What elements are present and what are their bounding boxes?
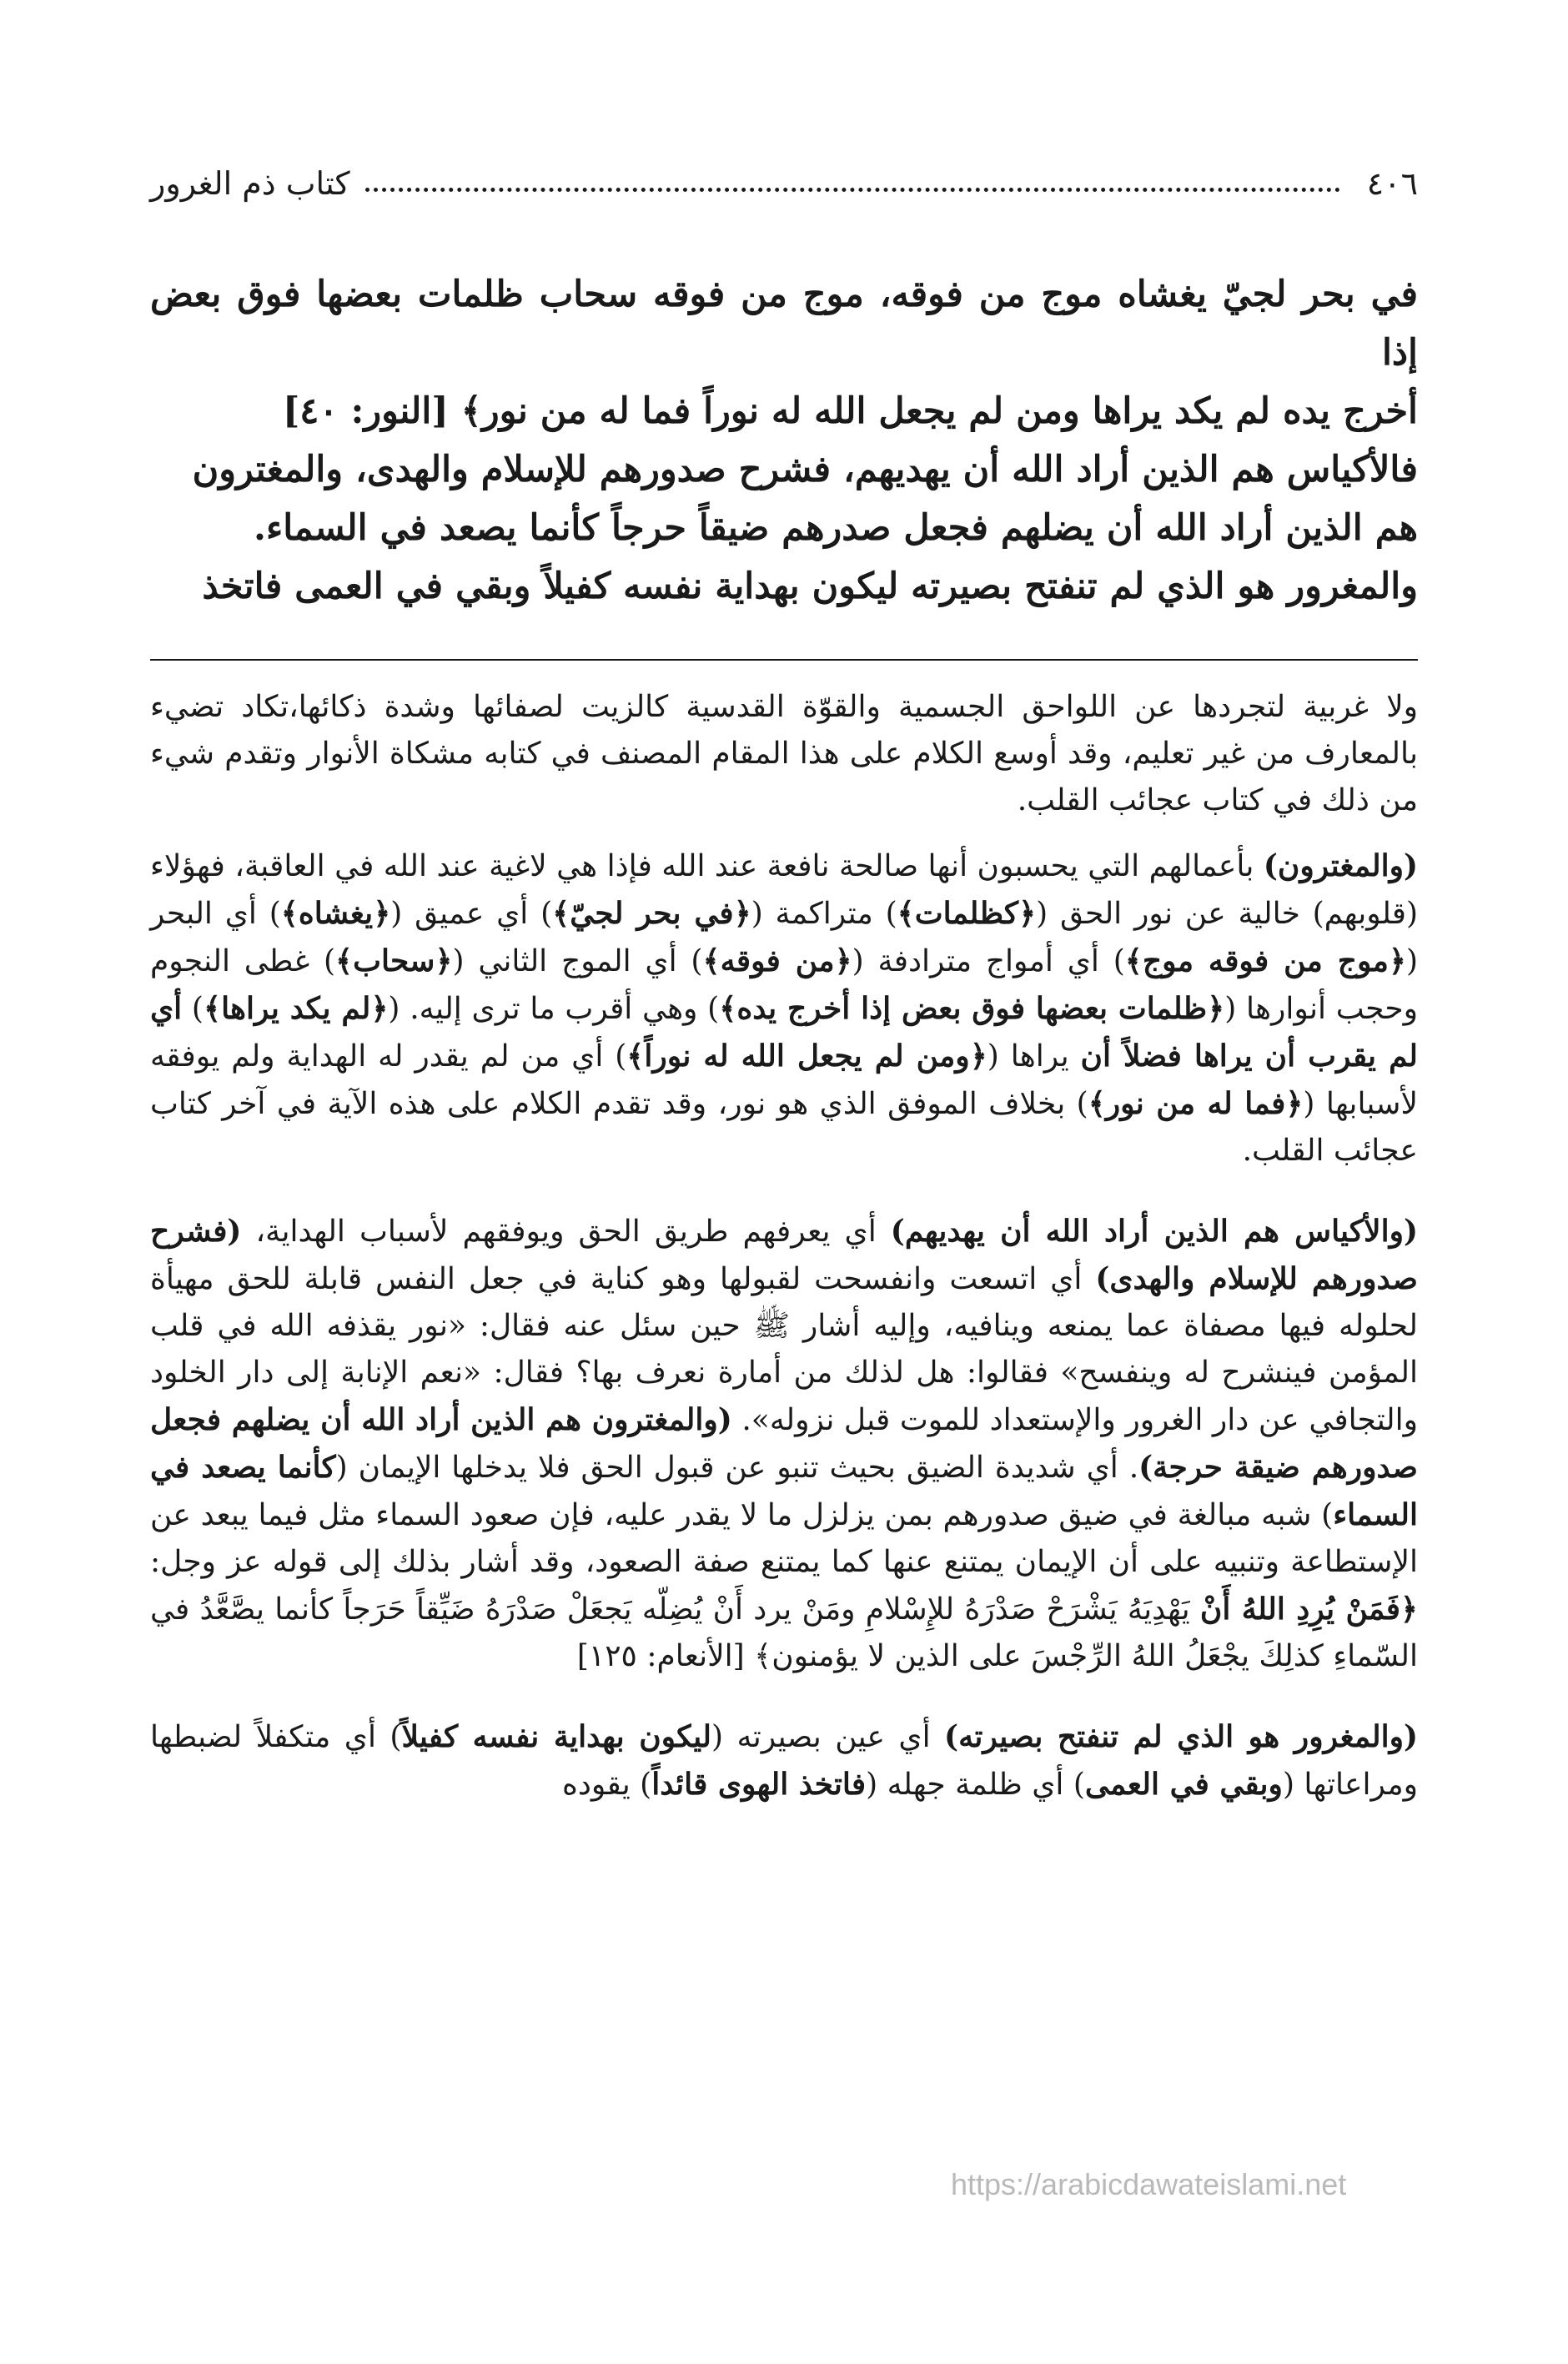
bold-phrase: أي لم يقرب أن يراها فضلاً أن [150,991,1418,1074]
bold-phrase: ﴿ومن لم يجعل الله له نوراً﴾ [626,1039,988,1074]
running-header [150,158,1418,209]
commentary-text: ) أي عميق ( [390,897,553,931]
book-title: كتاب ذم الغرور [150,165,350,202]
bold-phrase: ليكون بهداية نفسه كفيلاً [401,1719,711,1754]
commentary-text: ) شبه مبالغة في ضيق صدورهم بمن يزلزل ما لا يقدر عليه، فإن صعود السماء مثل فيما يبعد عن الإستطاعة وتنبيه على أن الإيمان يمتنع عنها كما يمتنع صفة الصعود، وقد أشار بذلك إلى قوله عز وجل: [150,1498,1418,1579]
bold-phrase: (فشرح صدورهم للإسلام والهدى) [150,1214,1419,1296]
commentary-text: ) [182,992,204,1026]
commentary-text: ) متراكمة ( [751,897,897,931]
bold-phrase: (والمغترون هم الذين أراد الله أن يضلهم فجعل صدورهم ضيقة حرجة) [150,1402,1418,1485]
commentary-text: بأعمالهم التي يحسبون أنها صالحة نافعة عند الله فإذا هي لاغية عند الله في العاقبة، فهؤلاء (قلوبهم) خالية عن نور الحق ( [150,849,1419,931]
main-text-line: والمغرور هو الذي لم تنفتح بصيرته ليكون بهداية نفسه كفيلاً وبقي في العمى فاتخذ [202,566,1418,607]
commentary-text: . أي شديدة الضيق بحيث تنبو عن قبول الحق فلا يدخلها الإيمان ( [335,1451,1139,1485]
bold-phrase: كأنما يصعد في السماء [150,1450,1418,1532]
bold-phrase: فاتخذ الهوى قائداً [651,1767,867,1802]
bold-phrase: ﴿ظلمات بعضها فوق بعض إذا أخرج يده﴾ [719,991,1225,1026]
commentary-text: ) أي من لم يقدر له الهداية ولم يوفقه لأسبابها ( [150,1039,1418,1121]
bold-phrase: ﴿موج من فوقه موج﴾ [1124,943,1406,978]
bold-phrase: ﴿من فوقه﴾ [702,943,852,978]
commentary-text: أي يعرفهم طريق الحق ويوفقهم لأسباب الهداية، [241,1215,891,1249]
commentary-paragraph [150,1713,1418,1808]
commentary-text: ) أي البحر ( [150,897,1418,978]
commentary-text: ) أي ظلمة جهله ( [866,1768,1085,1802]
bold-phrase: ﴿فَمَنْ يُرِدِ اللهُ أَنْ [1199,1592,1418,1627]
main-text-line: أخرج يده لم يكد يراها ومن لم يجعل الله له نوراً فما له من نور﴾ [النور: ٤٠] [282,390,1418,432]
commentary-text: ) أي الموج الثاني ( [452,944,703,978]
commentary-paragraph: ولا غربية لتجردها عن اللواحق الجسمية والقوّة القدسية كالزيت لصفائها وشدة ذكائها،تكاد تضيء بالمعارف من غير تعليم، وقد أوسع الكلام على هذا المقام المصنف في كتابه مشكاة الأنوار وتقدم شيء من ذلك في كتاب عجائب القلب. [150,690,1418,817]
main-text-line: هم الذين أراد الله أن يضلهم فجعل صدرهم ضيقاً حرجاً كأنما يصعد في السماء. [254,507,1418,549]
bold-phrase: ﴿لم يكد يراها﴾ [203,991,389,1026]
bold-phrase: (والمغرور هو الذي لم تنفتح بصيرته) [944,1719,1419,1754]
bold-phrase: وبقي في العمى [1084,1767,1283,1802]
commentary-text: ) أي أمواج مترادفة ( [852,944,1125,978]
footnote-separator [150,659,1418,661]
bold-phrase: ﴿كظلمات﴾ [897,896,1037,931]
main-text [150,265,1418,616]
verse-reference: [الأنعام: ١٢٥] [576,1639,755,1673]
commentary-text: يراها ( [987,1039,1081,1074]
bold-phrase: (والأكياس هم الذين أراد الله أن يهديهم) [890,1214,1419,1249]
bold-phrase: (والمغترون) [1263,848,1418,883]
commentary-text: ) يقوده [562,1768,652,1802]
commentary-text: ) أي متكفلاً لضبطها ومراعاتها ( [150,1720,1418,1802]
commentary [150,684,1418,1827]
watermark-url: https://arabicdawateislami.net [951,2167,1347,2201]
book-page [150,0,1418,2364]
bold-phrase: ﴿فما له من نور﴾ [1088,1086,1304,1121]
bold-phrase: ﴿في بحر لجيّ﴾ [552,896,751,931]
commentary-text: ) وهي أقرب ما ترى إليه. ( [388,992,720,1026]
main-text-line: في بحر لجيّ يغشاه موج من فوقه، موج من فوقه سحاب ظلمات بعضها فوق بعض إذا [150,274,1418,374]
commentary-text: ) بخلاف الموفق الذي هو نور، وقد تقدم الكلام على هذه الآية في آخر كتاب عجائب القلب. [150,1087,1418,1168]
bold-phrase: ﴿سحاب﴾ [335,943,453,978]
commentary-text: أي اتسعت وانفسحت لقبولها وهو كناية في جعل النفس قابلة للحق مهيأة لحلوله فيها مصفاة عما يمنعه وينافيه، وإليه أشار ﷺ حين سئل عنه فقال: «نور يقذفه الله في قلب المؤمن فينشرح له وينفسح» فقالوا: هل لذلك من أمارة نعرف بها؟ فقال: «نعم الإنابة إلى دار الخلود والتجافي عن دار الغرور والإستعداد للموت قبل نزوله». [150,1262,1418,1437]
main-text-line: فالأكياس هم الذين أراد الله أن يهديهم، فشرح صدورهم للإسلام والهدى، والمغترون [192,449,1418,490]
commentary-text: يَهْدِيَهُ يَشْرَحْ صَدْرَهُ للإِسْلامِ ومَنْ يرد أَنْ يُضِلّه يَجعَلْ صَدْرَهُ ضَيِّقاً حَرَجاً كأنما يصَّعَّدُ في السّماءِ كذلِكَ يجْعَلُ اللهُ الرِّجْسَ على الذين لا يؤمنون﴾ [150,1592,1418,1673]
commentary-paragraph [150,842,1418,1174]
commentary-text: ) غطى النجوم وحجب أنوارها ( [150,944,1418,1026]
commentary-paragraph [150,1208,1418,1680]
header-dot-leader [365,176,1340,192]
commentary-text: أي عين بصيرته ( [711,1720,945,1754]
page-number: ٤٠٦ [1366,165,1418,202]
bold-phrase: ﴿يغشاه﴾ [280,896,391,931]
